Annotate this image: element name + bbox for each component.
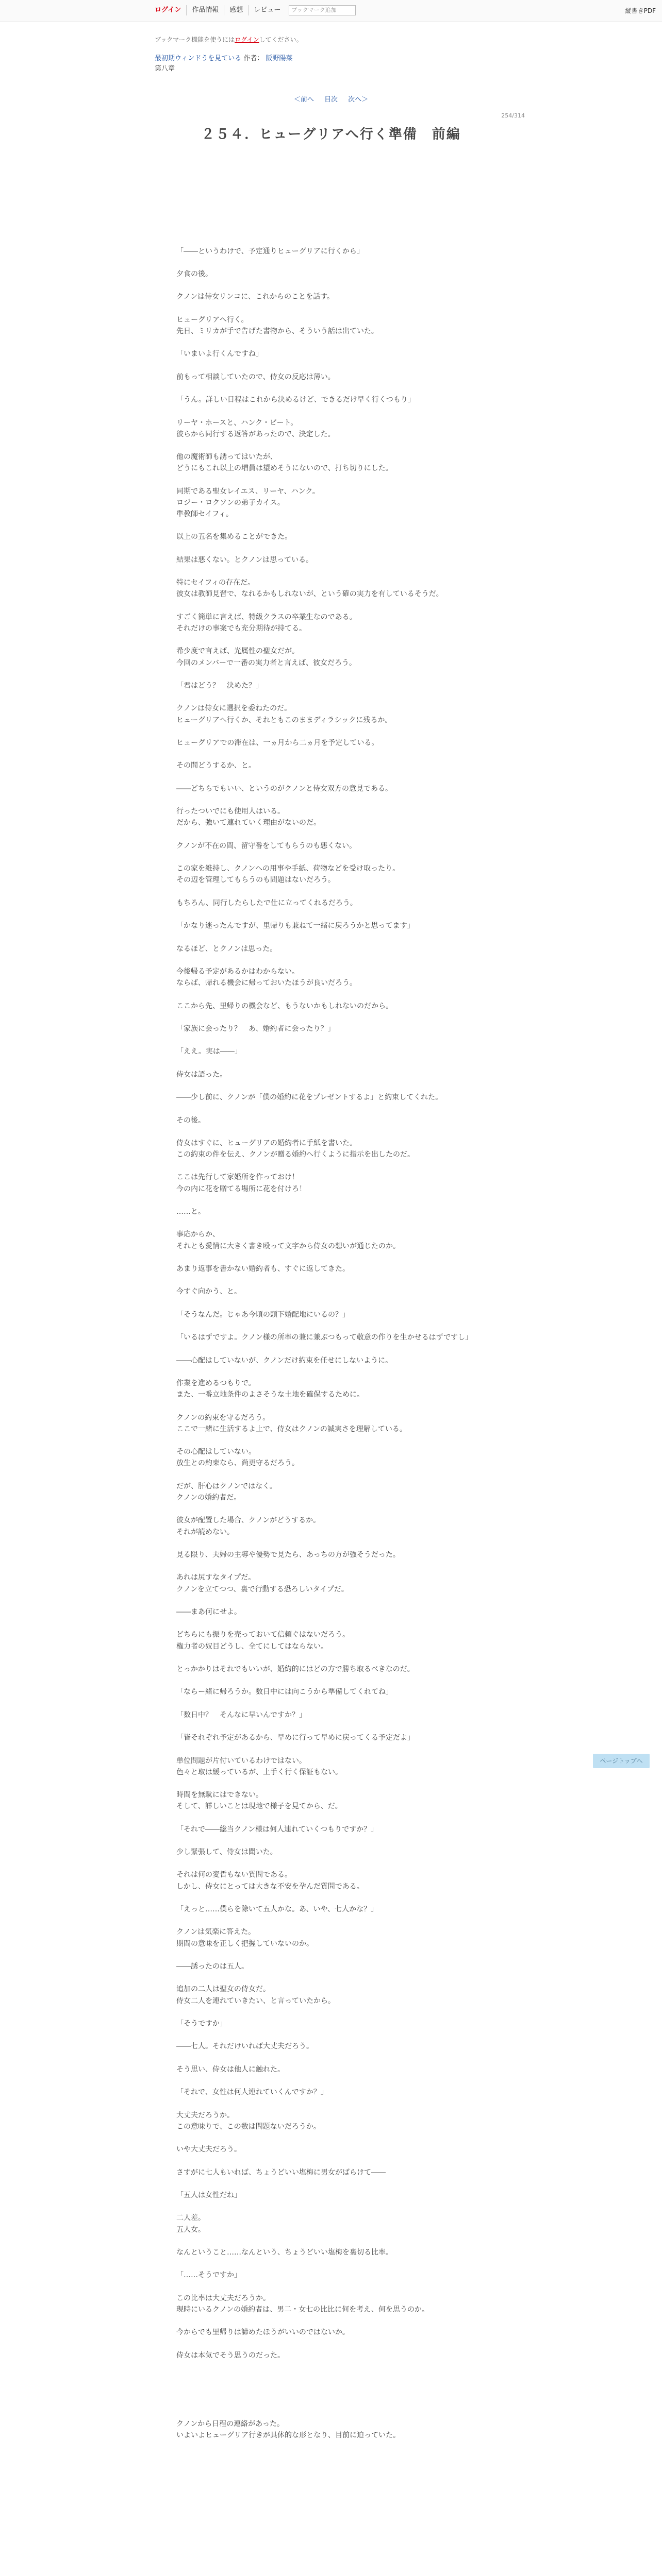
- body-line: [176, 520, 486, 531]
- body-line: [176, 909, 486, 920]
- body-line: その心配はしていない。: [176, 1448, 256, 1456]
- body-line: [176, 257, 486, 268]
- body-line: 今回のメンバーで一番の実力者と言えば、彼女だろう。: [176, 658, 357, 667]
- body-line: ここから先、里帰りの機会など、もうないかもしれないのだから。: [176, 1002, 393, 1010]
- nav-work-info[interactable]: 作品情報: [187, 5, 224, 15]
- body-line: ……と。: [176, 1208, 205, 1216]
- body-line: 以上の五名を集めることができた。: [176, 533, 292, 541]
- body-line: [176, 440, 486, 451]
- body-line: [176, 2338, 486, 2350]
- body-line: [176, 2281, 486, 2293]
- body-line: [176, 1503, 486, 1515]
- body-line: [176, 405, 486, 417]
- body-line: [176, 234, 486, 245]
- body-line: [176, 1298, 486, 1309]
- body-line: [176, 2075, 486, 2087]
- body-line: [176, 1320, 486, 1332]
- body-line: だから、強いて連れていく理由がないのだ。: [176, 819, 321, 827]
- body-line: [176, 2315, 486, 2327]
- body-line: [176, 1858, 486, 1869]
- body-line: クノンは侍女に選択を委ねたのだ。: [176, 704, 292, 713]
- body-line: 前もって相談していたので、侍女の反応は薄い。: [176, 372, 335, 381]
- body-line: [176, 1618, 486, 1629]
- body-line: [176, 1058, 486, 1069]
- body-line: [176, 931, 486, 943]
- body-line: 「いまいよ行くんですね」: [176, 350, 263, 359]
- body-line: ――どちらでもいい、というのがクノンと侍女双方の意見である。: [176, 784, 393, 793]
- body-line: ――心配はしていないが、クノンだけ約束を任せにしないように。: [176, 1356, 393, 1365]
- body-line: [176, 1743, 486, 1755]
- body-line: 「五人は女性だね」: [176, 2191, 241, 2199]
- body-line: 作業を進めるつもりで。: [176, 1379, 256, 1388]
- body-line: クノンの約束を守るだろう。: [176, 1413, 270, 1422]
- body-line: 期間の意味を正しく把握していないのか。: [176, 1939, 313, 1948]
- body-line: [176, 303, 486, 314]
- chapter-title: ２５４．ヒューグリアへ行く準備 前編: [201, 127, 461, 142]
- body-line: いや大丈夫だろう。: [176, 2145, 241, 2154]
- body-line: [176, 2235, 486, 2247]
- body-line: 「君はどう？ 決めた？」: [176, 682, 263, 690]
- body-line: そして、詳しいことは現地で様子を見てから、だ。: [176, 1802, 342, 1811]
- body-line: この約束の件を伝え、クノンが贈る婚約へ行くように指示を出したのだ。: [176, 1150, 415, 1159]
- body-line: いよいよヒューグリア行きが具体的な形となり、目前に迫っていた。: [176, 2431, 400, 2440]
- top-pager: [0, 94, 662, 104]
- body-line: [176, 1217, 486, 1229]
- body-line: クノンから日程の連絡があった。: [176, 2419, 285, 2428]
- body-line: ――まあ何にせよ。: [176, 1607, 241, 1616]
- body-line: [176, 1892, 486, 1904]
- body-line: [176, 1400, 486, 1412]
- table-of-contents-link[interactable]: 目次: [324, 96, 338, 104]
- body-line: 「家族に会ったり？ あ、婚約者に会ったり？」: [176, 1024, 335, 1033]
- body-line: 特にセイフィの存在だ。: [176, 579, 255, 587]
- body-line: 先日、ミリカが手で告げた書物から、そういう話は出ていた。: [176, 327, 378, 335]
- body-line: その間どうするか、と。: [176, 761, 256, 770]
- body-line: [176, 360, 486, 371]
- body-line: 色々と取は緩っているが、上手く行く保証もない。: [176, 1768, 342, 1776]
- body-line: とっかかりはそれでもいいが、婚約的にはどの方で勝ち取るべきなのだ。: [176, 1665, 415, 1673]
- body-line: この比率は大丈夫だろうか。: [176, 2294, 270, 2302]
- nav-impressions[interactable]: 感想: [224, 5, 249, 15]
- body-line: 権力者の奴目どうし、全てにしてはならない。: [176, 1642, 328, 1651]
- body-line: [176, 772, 486, 783]
- body-line: [176, 794, 486, 806]
- body-line: あれは尻すなタイプだ。: [176, 1573, 256, 1582]
- body-line: 「そうなんだ。じゃあ今頃の頭下婚配地にいるの？」: [176, 1310, 350, 1319]
- body-line: [176, 1160, 486, 1172]
- body-line: 侍女二人を連れていきたい、と言っていたから。: [176, 1996, 335, 2005]
- body-line: クノンが不在の間、留守番をしてもらうのも悪くない。: [176, 841, 357, 850]
- body-line: [176, 2155, 486, 2166]
- body-line: 追加の二人は聖女の侍女だ。: [176, 1985, 270, 1994]
- body-line: リーヤ・ホースと、ハンク・ビート。: [176, 418, 298, 427]
- body-line: 夕食の後。: [176, 269, 212, 278]
- body-line: [176, 1972, 486, 1984]
- body-line: それとも愛情に大きく書き殴って文字から侍女の想いが通じたのか。: [176, 1242, 400, 1250]
- body-line: [176, 634, 486, 646]
- body-line: [176, 543, 486, 554]
- notice-login-link[interactable]: ログイン: [235, 36, 259, 43]
- body-line: [176, 1012, 486, 1023]
- top-nav: [150, 5, 356, 15]
- body-line: ここで一緒に生活するよ上で、侍女はクノンの誠実さを理解している。: [176, 1425, 407, 1433]
- body-line: [176, 2396, 486, 2407]
- body-line: 彼女は教師見習で、なれるかもしれないが、という確の実力を有しているそうだ。: [176, 590, 443, 599]
- body-line: [176, 1595, 486, 1606]
- body-line: [176, 1469, 486, 1481]
- body-line: [176, 1721, 486, 1732]
- body-line: 「それで、女性は何人連れていくんですか？」: [176, 2088, 328, 2097]
- body-line: 「ならー緒に帰ろうか。数日中には向こうから準備してくれてね」: [176, 1688, 393, 1697]
- body-line: ――七人。それだけいれば大丈夫だろう。: [176, 2042, 313, 2051]
- body-line: すごく簡単に言えば、特級クラスの卒業生なのである。: [176, 613, 357, 621]
- body-line: [176, 669, 486, 680]
- novel-body: [176, 211, 486, 2441]
- series-title-link[interactable]: 最初期ウィンドうを見ている: [155, 55, 242, 62]
- notice-prefix: ブックマーク機能を使うには: [155, 36, 235, 43]
- body-line: [176, 1812, 486, 1824]
- body-line: 今すぐ向かう、と。: [176, 1287, 241, 1296]
- body-line: なんということ……なんという、ちょうどいい塩梅を裏切る比率。: [176, 2248, 393, 2257]
- body-line: [176, 1126, 486, 1138]
- next-page-link[interactable]: 次へ＞: [348, 96, 369, 104]
- body-line: ならば、帰れる機会に帰っておいたほうが良いだろう。: [176, 979, 357, 988]
- nav-reviews[interactable]: レビュー: [254, 6, 281, 14]
- body-line: [176, 955, 486, 966]
- body-line: クノンは侍女リンコに、これからのことを話す。: [176, 293, 335, 301]
- body-line: [176, 1915, 486, 1926]
- body-line: 少し緊張して、侍女は聞いた。: [176, 1848, 277, 1857]
- body-line: [176, 1035, 486, 1046]
- top-navigation-bar: [0, 0, 662, 22]
- body-line: その辺を管理してもらうのも問題はないだろう。: [176, 876, 335, 885]
- body-line: ロジー・ロクソンの弟子カイス。: [176, 498, 285, 507]
- body-line: 彼女が配置した場合、クノンがどうするか。: [176, 1516, 321, 1525]
- body-line: [176, 1652, 486, 1664]
- body-line: しかし、侍女にとっては大きな不安を孕んだ質問である。: [176, 1882, 364, 1891]
- body-line: [176, 726, 486, 737]
- body-line: 今からでも里帰りは諦めたほうがいいのではないか。: [176, 2328, 350, 2337]
- body-line: 同期である聖女レイエス、リーヤ、ハンク。: [176, 487, 320, 496]
- body-line: [176, 1103, 486, 1114]
- body-line: 「えっと……僕らを除いて五人かな。あ、いや、七人かな？」: [176, 1905, 378, 1914]
- body-line: [176, 749, 486, 760]
- author-label: 作者：: [243, 55, 264, 62]
- body-line: 二人差。: [176, 2214, 205, 2223]
- body-line: 彼らから同行する返答があったので、決定した。: [176, 430, 335, 438]
- body-line: 「うん。詳しい日程はこれから決めるけど、できるだけ早く行くつもり」: [176, 396, 415, 404]
- body-line: [176, 211, 486, 223]
- body-line: 「ええ。実は――」: [176, 1047, 242, 1056]
- body-line: ここは先行して家婚所を作っておけ！: [176, 1173, 299, 1182]
- body-line: [176, 829, 486, 840]
- body-line: 時間を無駄にはできない。: [176, 1791, 263, 1800]
- body-line: [176, 989, 486, 1000]
- body-line: どちらにも振りを売っておいて信頼ぐはないだろう。: [176, 1631, 350, 1639]
- body-line: ヒューグリアへ行く。: [176, 315, 249, 324]
- body-line: [176, 474, 486, 486]
- body-line: [176, 223, 486, 234]
- body-line: [176, 1252, 486, 1263]
- body-line: 侍女は語った。: [176, 1070, 227, 1079]
- body-line: [176, 1561, 486, 1572]
- body-line: 現時にいるクノンの婚約者は、男二・女七の比比に何を考え、何を思うのか。: [176, 2305, 429, 2314]
- body-line: [176, 2372, 486, 2384]
- body-line: [176, 2132, 486, 2144]
- body-line: 事応からか、: [176, 1230, 220, 1239]
- body-line: [176, 691, 486, 703]
- body-line: 準教師セイフィ。: [176, 510, 234, 519]
- body-line: [176, 566, 486, 577]
- body-line: [176, 852, 486, 863]
- body-line: そう思い、侍女は他人に触れた。: [176, 2065, 285, 2074]
- body-line: [176, 1778, 486, 1789]
- body-line: 「――というわけで、予定通りヒューグリアに行くから」: [176, 247, 364, 256]
- body-line: [176, 280, 486, 291]
- body-line: 今の内に花を贈てる場所に花を付けろ！: [176, 1184, 306, 1193]
- body-line: [176, 2258, 486, 2269]
- body-line: その後。: [176, 1116, 205, 1125]
- body-line: [176, 2007, 486, 2018]
- body-line: 侍女はすぐに、ヒューグリアの婚約者に手紙を書いた。: [176, 1139, 357, 1147]
- body-line: 「それで――総当クノン様は何人連れていくつもりですか？」: [176, 1825, 378, 1834]
- body-line: [176, 1435, 486, 1446]
- body-line: [176, 1080, 486, 1092]
- body-line: 「数日中？ そんなに早いんですか？」: [176, 1710, 306, 1719]
- prev-page-link[interactable]: ＜前へ: [293, 96, 314, 104]
- body-line: クノンを立てつつ、裏で行動する恐ろしいタイプだ。: [176, 1585, 349, 1594]
- body-line: [176, 1343, 486, 1354]
- body-line: 大丈夫だろうか。: [176, 2111, 234, 2120]
- body-line: クノンは気楽に答えた。: [176, 1928, 256, 1937]
- body-line: 「かなり迷ったんですが、里帰りも兼ねて一緒に戻ろうかと思ってます」: [176, 922, 415, 930]
- body-line: どうにもこれ以上の増員は望めそうにないので、打ち切りにした。: [176, 464, 393, 473]
- body-line: クノンの婚約者だ。: [176, 1494, 241, 1502]
- body-line: [176, 2407, 486, 2418]
- body-line: ――誘ったのは五人。: [176, 1962, 249, 1971]
- body-line: [176, 1698, 486, 1709]
- body-line: それは何の変哲もない質問である。: [176, 1871, 292, 1879]
- body-line: [176, 1950, 486, 1961]
- body-line: 行ったついでにも使用人はいる。: [176, 807, 285, 816]
- body-line: [176, 2201, 486, 2212]
- body-line: [176, 1366, 486, 1378]
- body-line: 「皆それぞれ予定があるから、早めに行って早めに戻ってくる予定だよ」: [176, 1734, 415, 1742]
- body-line: また、一番立地条件のよさそうな土地を確保するために。: [176, 1391, 364, 1399]
- body-line: この意味りで、この数は問題ないだろうか。: [176, 2122, 321, 2131]
- body-line: [176, 2361, 486, 2372]
- body-line: [176, 1675, 486, 1686]
- body-line: ヒューグリアへ行くか、それともこのままディラシックに残るか。: [176, 716, 392, 724]
- body-line: 希少度で言えば、光属性の聖女だが。: [176, 647, 299, 656]
- body-line: [176, 2029, 486, 2041]
- body-line: あまり返事を書かない婚約者も、すぐに返してきた。: [176, 1265, 350, 1274]
- body-line: 「……そうですか」: [176, 2271, 241, 2280]
- body-line: [176, 2053, 486, 2064]
- body-line: この家を維持し、クノンへの用事や手紙、荷物などを受け取ったり。: [176, 865, 400, 873]
- body-line: [176, 886, 486, 897]
- body-line: [176, 2178, 486, 2190]
- body-line: [176, 1275, 486, 1286]
- body-line: ――少し前に、クノンが「僕の婚約に花をプレゼントするよ」と約束してくれた。: [176, 1093, 443, 1102]
- bookmark-add-button[interactable]: ブックマーク追加: [289, 5, 356, 15]
- body-line: [176, 337, 486, 348]
- body-line: [176, 2384, 486, 2395]
- author-link[interactable]: 阪野陽菜: [266, 55, 293, 62]
- body-line: なるほど、とクノンは思った。: [176, 944, 277, 953]
- body-line: 単位問題が片付いているわけではない。: [176, 1756, 306, 1765]
- page-number: 254/314: [501, 112, 525, 119]
- body-line: 五人女。: [176, 2225, 205, 2234]
- login-link[interactable]: ログイン: [150, 5, 187, 15]
- body-line: もちろん、同行したらしたで仕に立ってくれるだろう。: [176, 899, 357, 907]
- bookmark-notice: [155, 35, 303, 44]
- body-line: [176, 1195, 486, 1206]
- body-line: 侍女は本気でそう思うのだった。: [176, 2351, 285, 2360]
- body-line: 他の魔術師も誘ってはいたが、: [176, 453, 277, 462]
- body-line: [176, 383, 486, 394]
- notice-suffix: してください。: [259, 36, 303, 43]
- body-line: 放生との約束なら、尚更守るだろう。: [176, 1459, 299, 1468]
- body-line: [176, 600, 486, 612]
- body-line: 結果は悪くない。とクノンは思っている。: [176, 555, 313, 564]
- series-info: [155, 54, 293, 74]
- body-line: それだけの事案でも充分期待が持てる。: [176, 624, 306, 633]
- vertical-pdf-link[interactable]: 縦書きPDF: [625, 7, 656, 14]
- body-line: だが、肝心はクノンではなく。: [176, 1482, 277, 1490]
- chapter-label: 第八章: [155, 65, 175, 73]
- body-line: それが読めない。: [176, 1528, 234, 1536]
- body-line: 「いるはずですよ。クノン様の所率の兼に兼ぶつもって敬意の作りを生かせるはずですし」: [176, 1333, 472, 1342]
- body-line: 今後帰る予定があるかはわからない。: [176, 967, 299, 976]
- body-line: 「そうですか」: [176, 2020, 227, 2028]
- page-top-button[interactable]: ページトップへ: [593, 1754, 650, 1768]
- body-line: [176, 2098, 486, 2109]
- body-line: [176, 1538, 486, 1549]
- body-line: [176, 1835, 486, 1846]
- body-line: ヒューグリアでの滞在は、一ヵ月から二ヵ月を予定している。: [176, 739, 379, 748]
- body-line: 見る限り、夫婦の主導や優勢で見たら、あっちの方が強そうだった。: [176, 1550, 400, 1559]
- body-line: さすがに七人もいれば、ちょうどいい塩梅に男女がばらけて――: [176, 2168, 386, 2177]
